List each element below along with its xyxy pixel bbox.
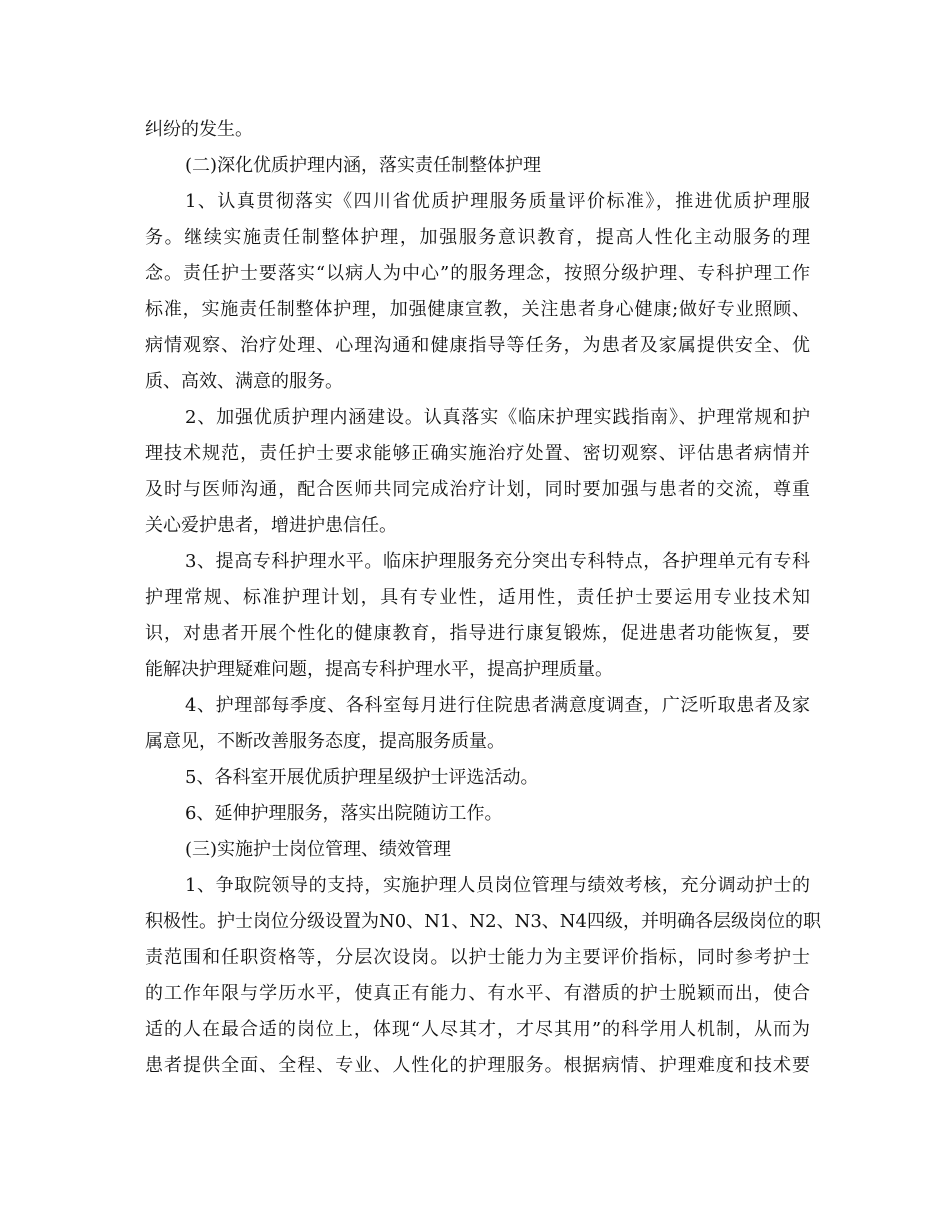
text-line: 的工作年限与学历水平，使真正有能力、有水平、有潜质的护士脱颖而出，使合	[145, 983, 810, 1004]
text-line: 责范围和任职资格等，分层次设岗。以护士能力为主要评价指标，同时参考护士	[145, 947, 810, 968]
text-line: 病情观察、治疗处理、心理沟通和健康指导等任务，为患者及家属提供安全、优	[145, 335, 810, 356]
text-line: 5、各科室开展优质护理星级护士评选活动。	[185, 767, 539, 788]
text-line: 1、争取院领导的支持，实施护理人员岗位管理与绩效考核，充分调动护士的	[185, 875, 810, 896]
text-line: 纠纷的发生。	[145, 119, 253, 140]
text-line: 患者提供全面、全程、专业、人性化的护理服务。根据病情、护理难度和技术要	[145, 1055, 810, 1076]
text-line: 务。继续实施责任制整体护理，加强服务意识教育，提高人性化主动服务的理	[145, 227, 810, 248]
text-line: 念。责任护士要落实“以病人为中心”的服务理念，按照分级护理、专科护理工作	[145, 263, 810, 284]
text-line: 能解决护理疑难问题，提高专科护理水平，提高护理质量。	[145, 659, 613, 680]
text-line: (三)实施护士岗位管理、绩效管理	[185, 839, 452, 860]
text-line: 1、认真贯彻落实《四川省优质护理服务质量评价标准》，推进优质护理服	[185, 191, 810, 212]
text-line: 适的人在最合适的岗位上，体现“人尽其才，才尽其用”的科学用人机制，从而为	[145, 1019, 810, 1040]
text-line: 及时与医师沟通，配合医师共同完成治疗计划，同时要加强与患者的交流，尊重	[145, 479, 810, 500]
text-line: 理技术规范，责任护士要求能够正确实施治疗处置、密切观察、评估患者病情并	[145, 443, 810, 464]
text-line: 6、延伸护理服务，落实出院随访工作。	[185, 803, 503, 824]
text-line: 护理常规、标准护理计划，具有专业性，适用性，责任护士要运用专业技术知	[145, 587, 810, 608]
text-line: 属意见，不断改善服务态度，提高服务质量。	[145, 731, 505, 752]
text-line: 积极性。护士岗位分级设置为N0、N1、N2、N3、N4四级，并明确各层级岗位的职	[145, 911, 822, 932]
text-line: 识，对患者开展个性化的健康教育，指导进行康复锻炼，促进患者功能恢复，要	[145, 623, 810, 644]
document-body	[145, 112, 822, 1084]
text-line: 标准，实施责任制整体护理，加强健康宣教，关注患者身心健康;做好专业照顾、	[145, 299, 810, 320]
text-line: 质、高效、满意的服务。	[145, 371, 343, 392]
text-line: 4、护理部每季度、各科室每月进行住院患者满意度调查，广泛听取患者及家	[185, 695, 810, 716]
text-line: (二)深化优质护理内涵，落实责任制整体护理	[185, 155, 542, 176]
text-line: 2、加强优质护理内涵建设。认真落实《临床护理实践指南》、护理常规和护	[185, 407, 810, 428]
text-line: 3、提高专科护理水平。临床护理服务充分突出专科特点，各护理单元有专科	[185, 551, 810, 572]
text-line: 关心爱护患者，增进护患信任。	[145, 515, 397, 536]
